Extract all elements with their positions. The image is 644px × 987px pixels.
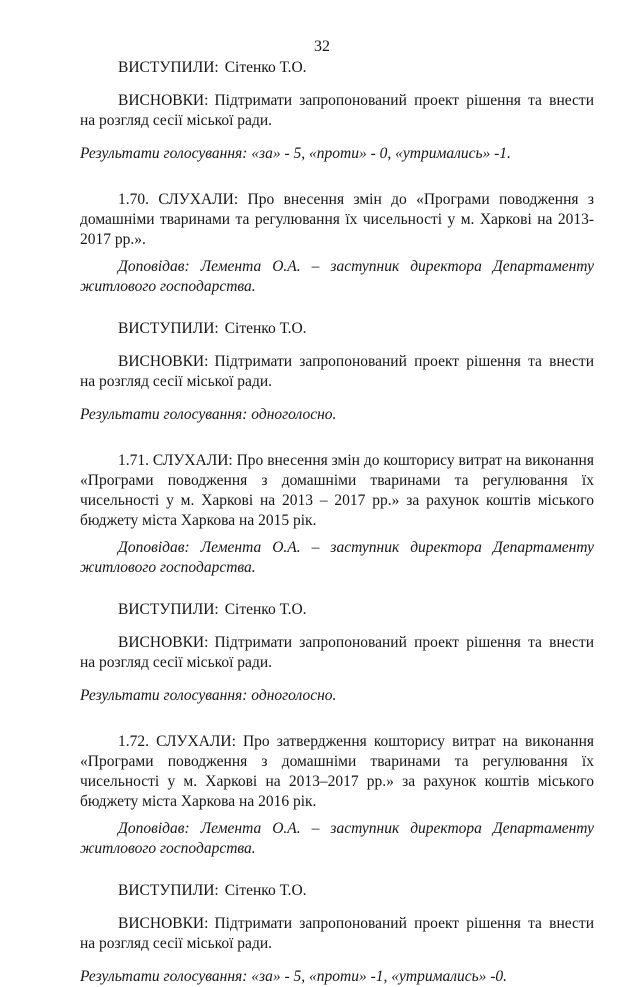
reporter-line: Доповідав: Лемента О.А. – заступник директора Департаменту житлового господарства. — [80, 539, 594, 576]
document-body — [80, 58, 594, 987]
conclusion-text: Підтримати запропонований проект рішення та внести на розгляд сесії міської ради. — [80, 915, 594, 952]
speakers-label: ВИСТУПИЛИ: — [118, 601, 219, 618]
conclusion-paragraph — [80, 91, 594, 131]
vote-result: Результати голосування: «за» - 5, «проти» -1, «утримались» -0. — [80, 968, 508, 985]
conclusion-label: ВИСНОВКИ: — [118, 915, 209, 932]
speakers-names: Сітенко Т.О. — [224, 59, 307, 76]
conclusion-paragraph — [80, 352, 594, 392]
page-number: 32 — [314, 38, 330, 55]
conclusion-label: ВИСНОВКИ: — [118, 92, 209, 109]
speakers-line — [80, 881, 594, 901]
speakers-label: ВИСТУПИЛИ: — [118, 320, 219, 337]
conclusion-label: ВИСНОВКИ: — [118, 353, 209, 370]
speakers-line — [80, 319, 594, 339]
heard-item-1-70: 1.70. СЛУХАЛИ: Про внесення змін до «Програми поводження з домашніми тваринами та регулювання їх чисельності у м. Харкові на 2013-2017 рр.». — [80, 191, 594, 248]
vote-result: Результати голосування: одноголосно. — [80, 687, 337, 704]
vote-result: Результати голосування: одноголосно. — [80, 406, 337, 423]
conclusion-text: Підтримати запропонований проект рішення та внести на розгляд сесії міської ради. — [80, 92, 594, 129]
speakers-line — [80, 58, 594, 78]
conclusion-paragraph — [80, 914, 594, 954]
heard-item-1-71: 1.71. СЛУХАЛИ: Про внесення змін до кошторису витрат на виконання «Програми поводження з домашніми тваринами та регулювання їх чисельності у м. Харкові на 2013 – 2017 рр.» за рахунок коштів міського бюджету міста Харкова на 2015 рік. — [80, 452, 594, 529]
conclusion-label: ВИСНОВКИ: — [118, 634, 209, 651]
vote-result: Результати голосування: «за» - 5, «проти» - 0, «утримались» -1. — [80, 145, 511, 162]
speakers-label: ВИСТУПИЛИ: — [118, 59, 219, 76]
conclusion-text: Підтримати запропонований проект рішення та внести на розгляд сесії міської ради. — [80, 353, 594, 390]
conclusion-paragraph — [80, 633, 594, 673]
speakers-names: Сітенко Т.О. — [224, 320, 307, 337]
speakers-line — [80, 600, 594, 620]
speakers-names: Сітенко Т.О. — [224, 882, 307, 899]
speakers-label: ВИСТУПИЛИ: — [118, 882, 219, 899]
reporter-line: Доповідав: Лемента О.А. – заступник директора Департаменту житлового господарства. — [80, 820, 594, 857]
heard-item-1-72: 1.72. СЛУХАЛИ: Про затвердження кошторису витрат на виконання «Програми поводження з домашніми тваринами та регулювання їх чисельності у м. Харкові на 2013–2017 рр.» за рахунок коштів міського бюджету міста Харкова на 2016 рік. — [80, 733, 594, 810]
reporter-line: Доповідав: Лемента О.А. – заступник директора Департаменту житлового господарства. — [80, 258, 594, 295]
conclusion-text: Підтримати запропонований проект рішення та внести на розгляд сесії міської ради. — [80, 634, 594, 671]
speakers-names: Сітенко Т.О. — [224, 601, 307, 618]
